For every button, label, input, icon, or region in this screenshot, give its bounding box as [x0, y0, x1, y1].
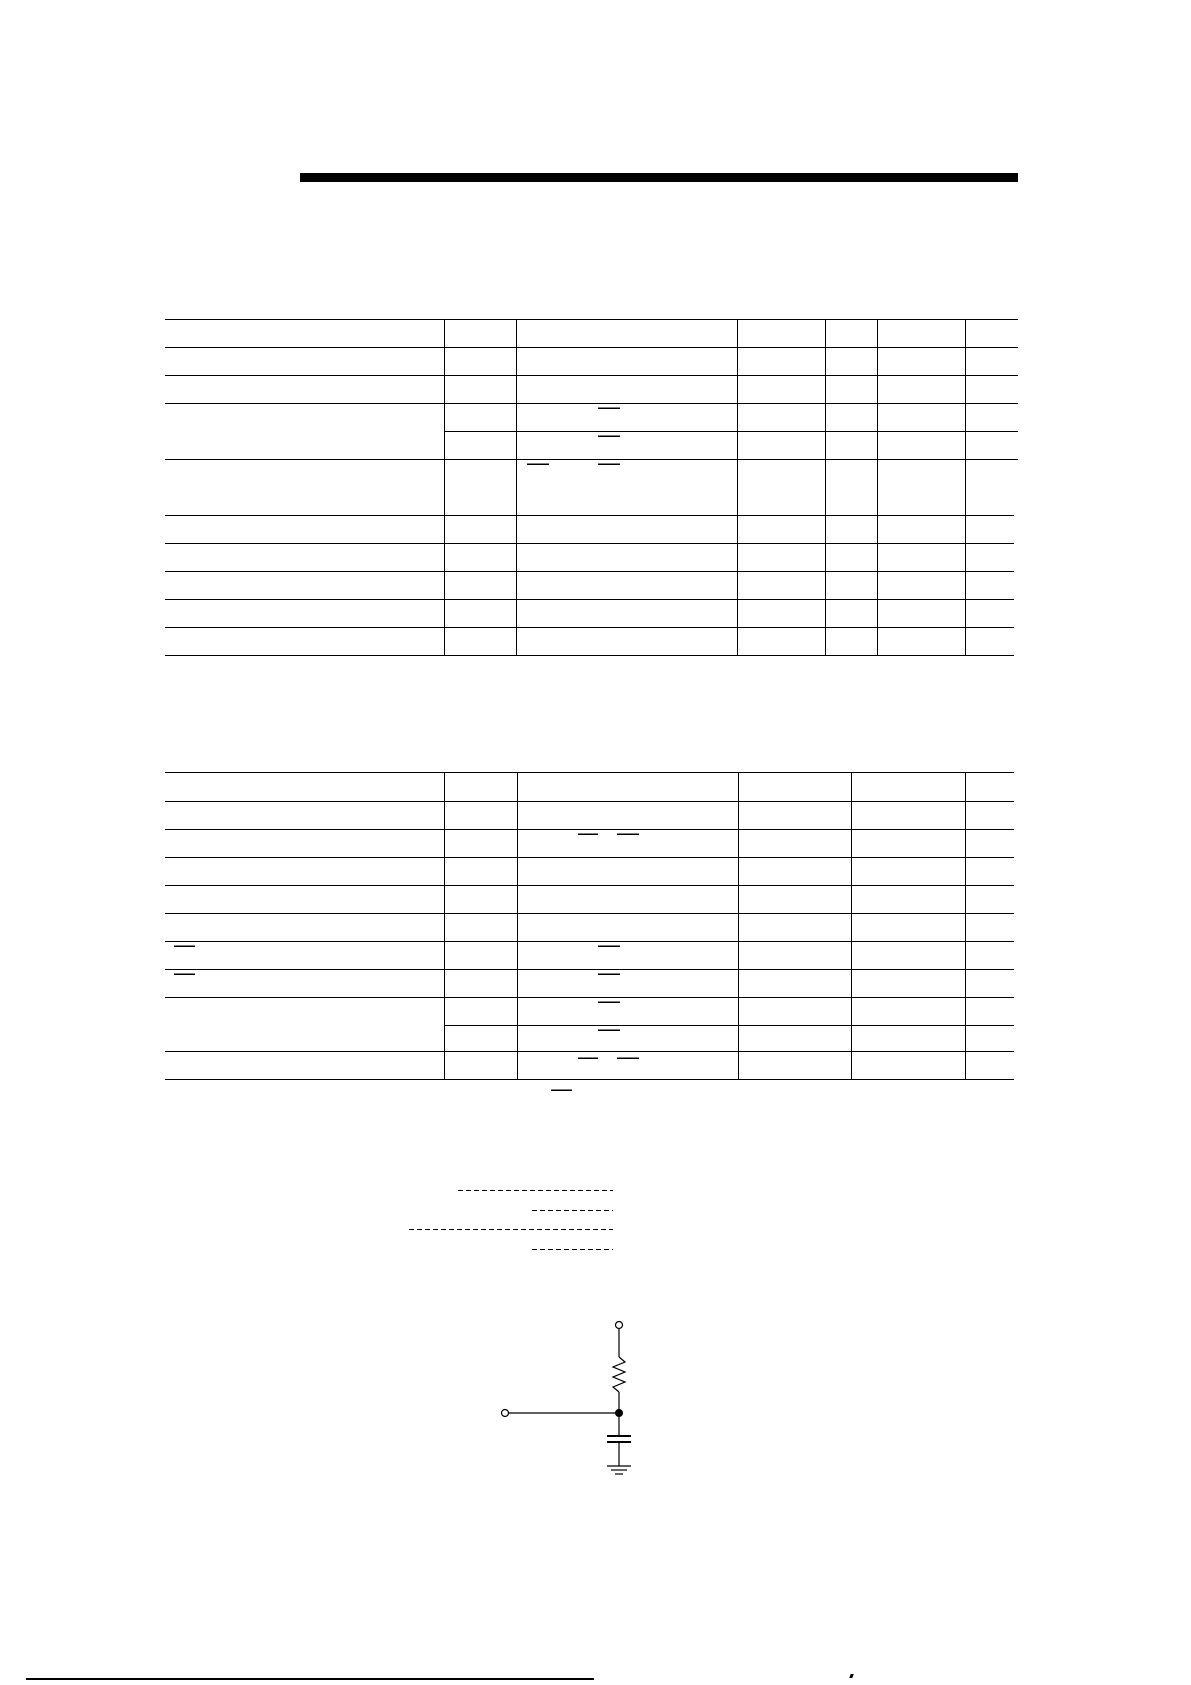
input-terminal-icon	[502, 1410, 509, 1417]
ground-icon	[607, 1466, 631, 1474]
junction-dot	[615, 1409, 623, 1417]
footer-rule	[26, 1678, 594, 1680]
capacitor-icon	[607, 1436, 631, 1442]
supply-terminal-icon	[616, 1322, 623, 1329]
resistor-icon	[613, 1357, 625, 1392]
